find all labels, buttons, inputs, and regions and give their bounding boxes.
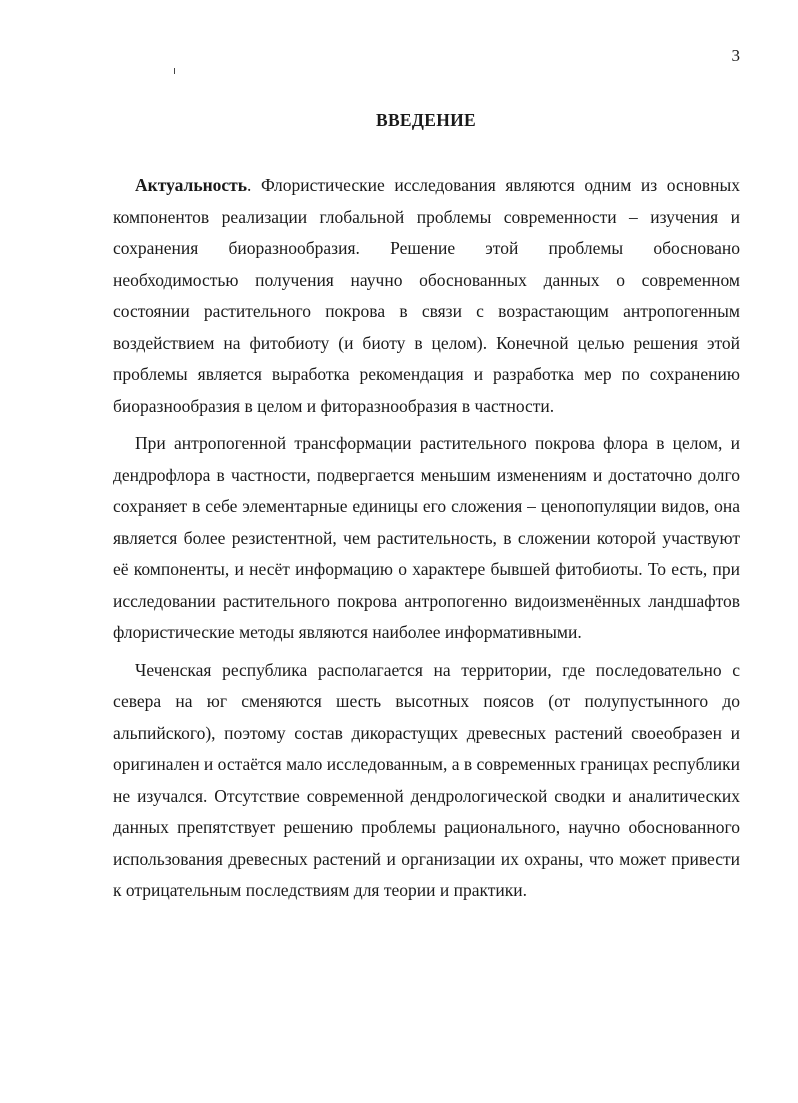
paragraph-chechen-republic: Чеченская республика располагается на территории, где последовательно с севера на юг сменяются шесть высотных поясов (от полупустынного до альпийского), поэтому состав дикорастущих древесных растений своеобразен и оригинален и остаётся мало исследованным, а в современных границах республики не изучался. Отсутствие современной дендрологической сводки и аналитических данных препятствует решению проблемы рационального, научно обоснованного использования древесных растений и организации их охраны, что может привести к отрицательным последствиям для теории и практики.: [113, 659, 741, 900]
paragraph-relevance: [113, 170, 740, 422]
paragraph-anthropogenic: При антропогенной трансформации растительного покрова флора в целом, и дендрофлора в частности, подвергается меньшим изменениям и достаточно долго сохраняет в себе элементарные единицы его сложения – ценопопуляции видов, она является более резистентной, чем растительность, в сложении которой участвуют её компоненты, и несёт информацию о характере бывшей фитобиоты. То есть, при исследовании растительного покрова антропогенно видоизменённых ландшафтов флористические методы являются наиболее информативными.: [113, 433, 740, 642]
scan-speck: [174, 68, 175, 74]
body-text: [113, 170, 740, 913]
section-title: ВВЕДЕНИЕ: [375, 110, 477, 130]
page-number: 3: [731, 46, 740, 65]
paragraph-text: . Флористические исследования являются одним из основных компонентов реализации глобальной проблемы современности – изучения и сохранения биоразнообразия. Решение этой проблемы обосновано необходимостью получения научно обоснованных данных о современном состоянии растительного покрова в связи с возрастающим антропогенным воздействием на фитобиоту (и биоту в целом). Конечной целью решения этой проблемы является выработка рекомендация и разработка мер по сохранению биоразнообразия в целом и фиторазнообразия в частности.: [113, 175, 740, 416]
paragraph-lead: Актуальность: [135, 175, 248, 195]
